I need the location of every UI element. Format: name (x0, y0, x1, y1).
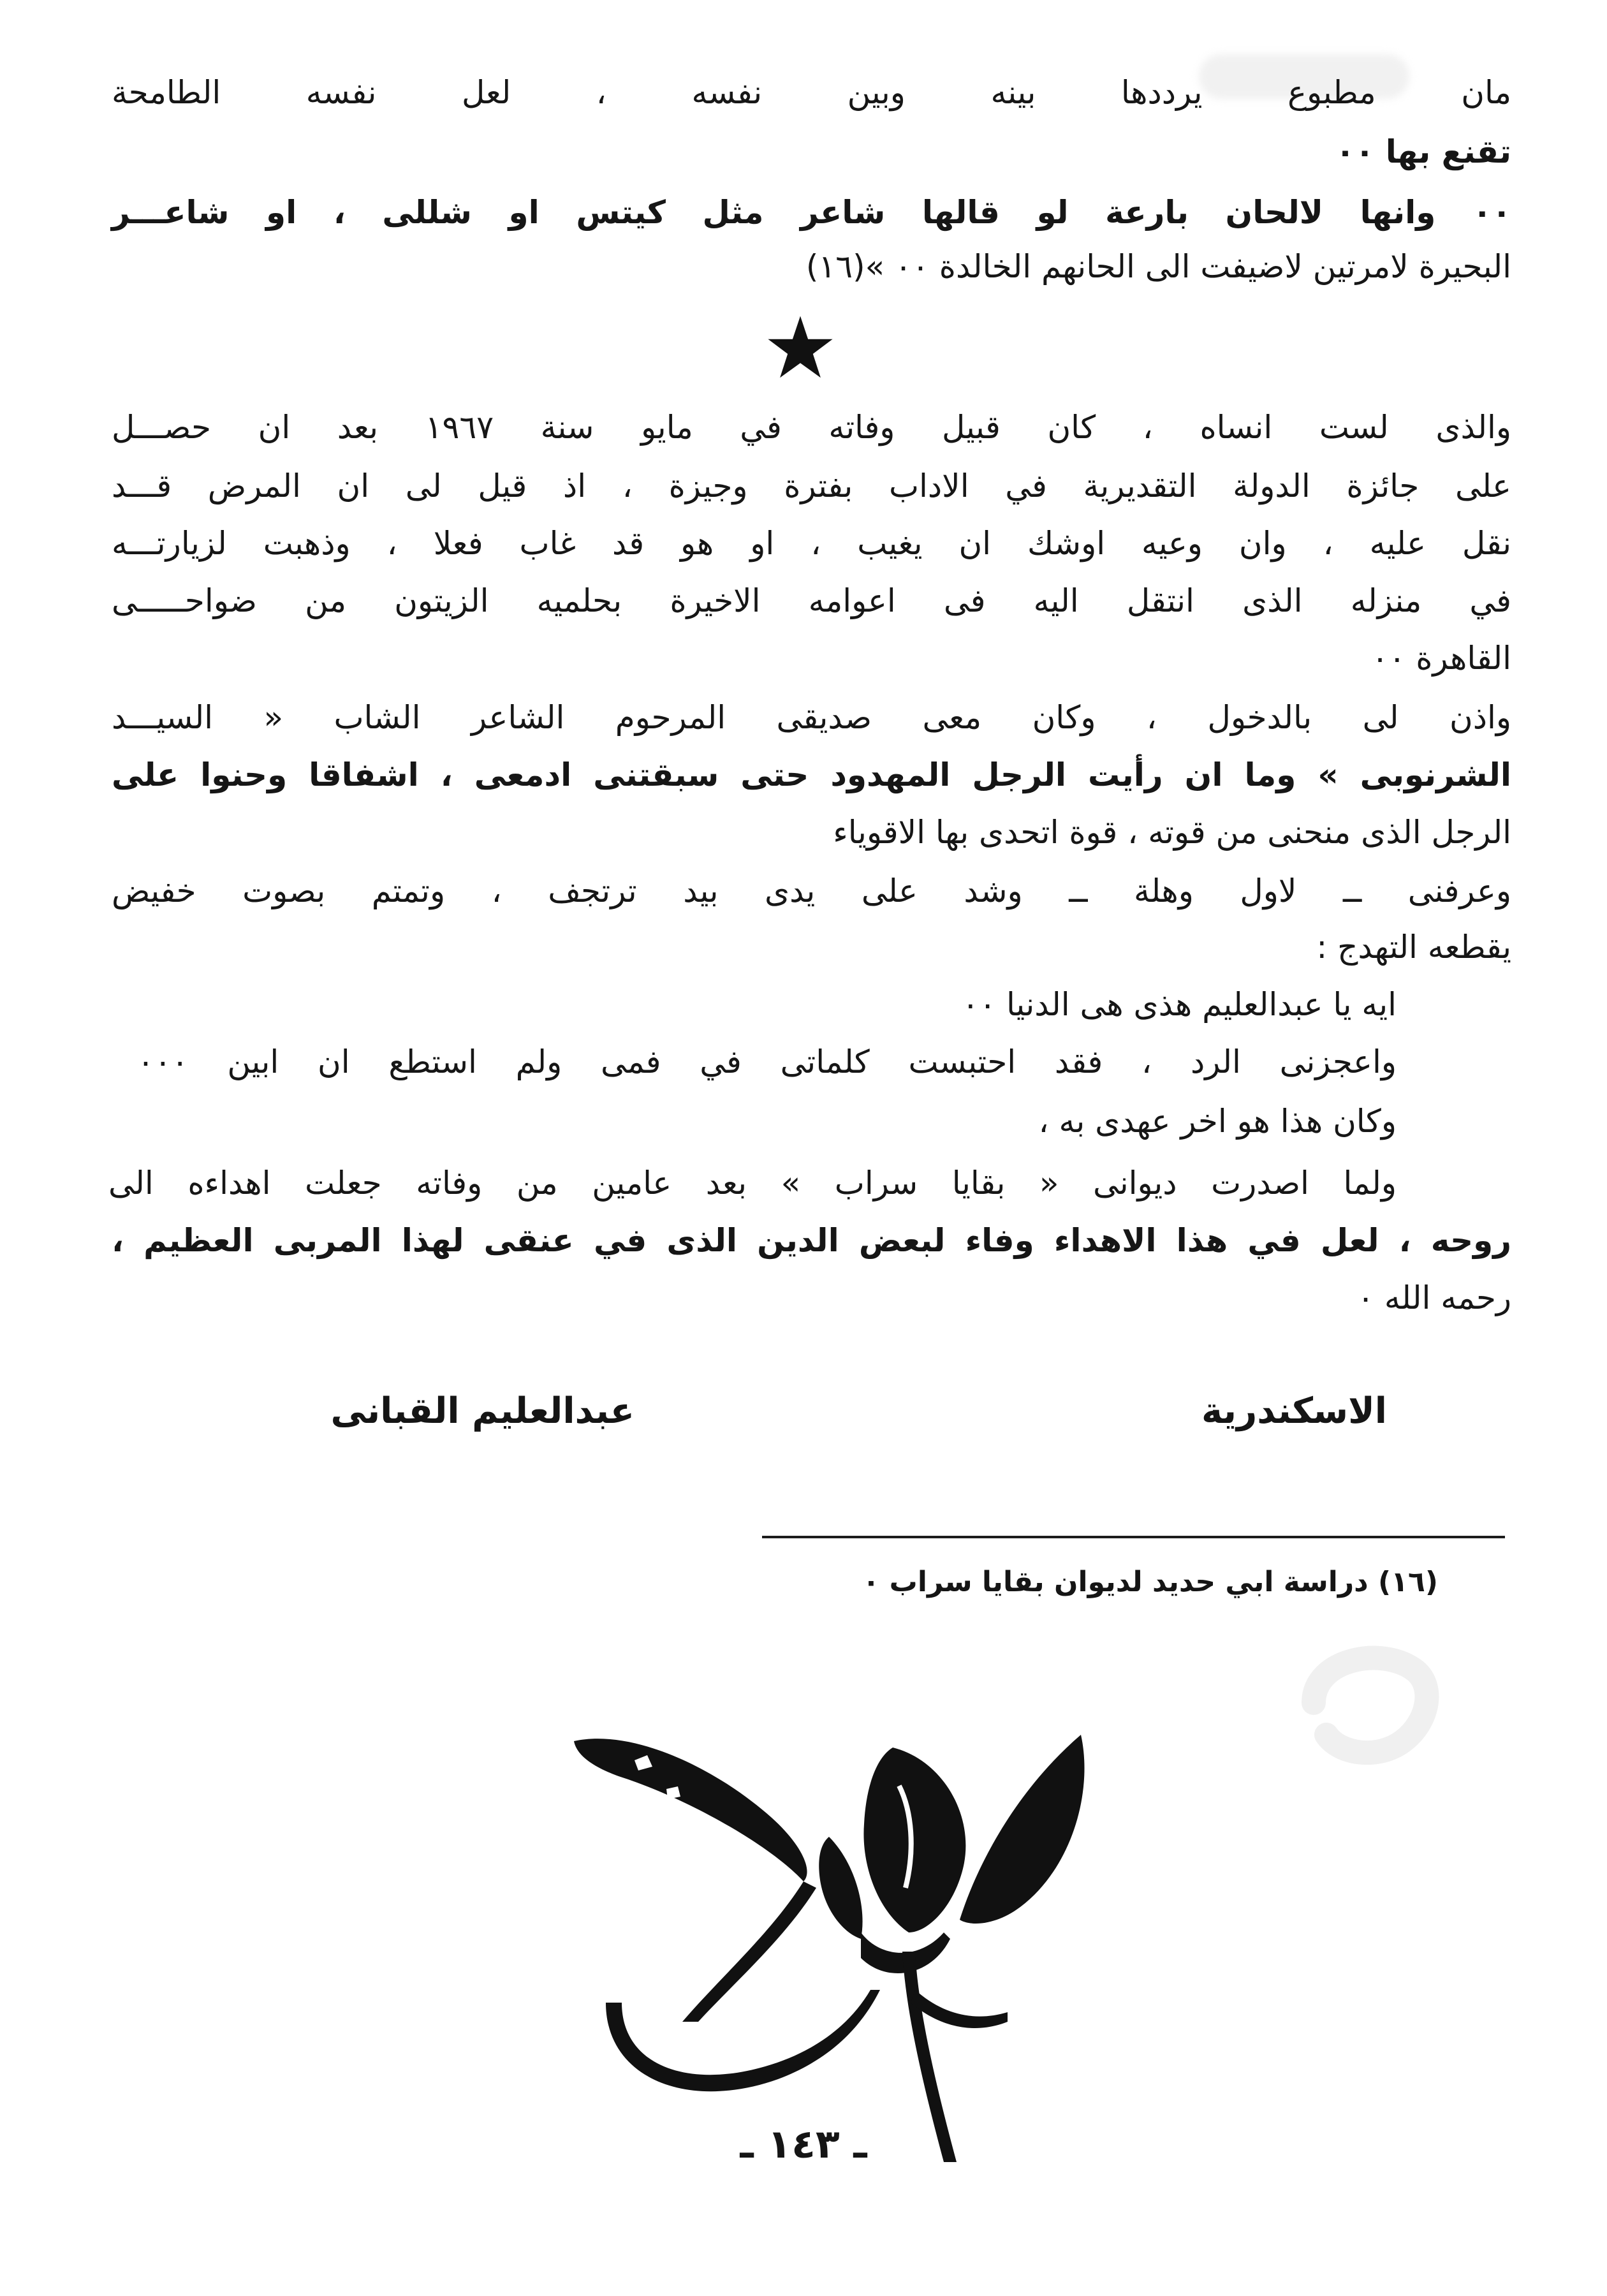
text-line: القاهرة ٠٠ (1371, 640, 1511, 677)
text-line: نقل عليه ، وان وعيه اوشك ان يغيب ، او هو قد غاب فعلا ، وذهبت لزيارتـــه (112, 525, 1511, 562)
text-line: على جائزة الدولة التقديرية في الاداب بفترة وجيزة ، اذ قيل لى ان المرض قـــد (112, 467, 1511, 504)
text-line: تقنع بها ٠٠ (1335, 133, 1511, 170)
signature-author: عبدالعليم القبانى (330, 1390, 635, 1432)
text-line: مان مطبوع يرددها بينه وبين نفسه ، لعل نفسه الطامحة (112, 74, 1511, 111)
text-line: ايه يا عبدالعليم هذى هى الدنيا ٠٠ (962, 986, 1397, 1023)
page-number: ـ ١٤٣ ـ (740, 2121, 867, 2167)
text-line: ٠٠ وانها لالحان بارعة لو قالها شاعر مثل كيتس او شللى ، او شاعـــر (112, 194, 1511, 231)
text-line: البحيرة لامرتين لاضيفت الى الحانهم الخالدة ٠٠ »(١٦) (805, 248, 1511, 285)
text-line: وكان هذا هو اخر عهدى به ، (1038, 1103, 1397, 1140)
text-line: رحمه الله ٠ (1357, 1279, 1511, 1316)
faint-mark-icon (1288, 1633, 1454, 1773)
text-line: واعجزنى الرد ، فقد احتبست كلماتى في فمى ولم استطع ان ابين ٠٠٠ (137, 1043, 1397, 1080)
text-line: روحه ، لعل في هذا الاهداء وفاء لبعض الدين الذى في عنقى لهذا المربى العظيم ، (112, 1222, 1511, 1259)
footnote-divider (762, 1536, 1505, 1538)
text-line: واذن لى بالدخول ، وكان معى صديقى المرحوم الشاعر الشاب « السيـــد (112, 699, 1511, 736)
flower-ornament-icon (561, 1722, 1103, 2168)
text-line: الرجل الذى منحنى من قوته ، قوة اتحدى بها الاقوياء (833, 814, 1511, 851)
text-line: الشرنوبى » وما ان رأيت الرجل المهدود حتى سبقتنى ادمعى ، اشفاقا وحنوا على (112, 756, 1511, 793)
text-line: وعرفنى ــ لاول وهلة ــ وشد على يدى بيد ترتجف ، وتمتم بصوت خفيض (112, 872, 1511, 909)
star-icon (765, 313, 835, 383)
text-line: ولما اصدرت ديوانى « بقايا سراب » بعد عامين من وفاته جعلت اهداءه الى (108, 1165, 1397, 1202)
text-line: في منزله الذى انتقل اليه فى اعوامه الاخيرة بحلميه الزيتون من ضواحـــــى (112, 582, 1511, 619)
signature-place: الاسكندرية (1201, 1390, 1387, 1432)
text-line: والذى لست انساه ، كان قبيل وفاته في مايو سنة ١٩٦٧ بعد ان حصـــل (112, 409, 1511, 446)
text-line: يقطعه التهدج : (1316, 929, 1511, 966)
footnote: (١٦) دراسة ابي حديد لديوان بقايا سراب ٠ (862, 1566, 1438, 1598)
